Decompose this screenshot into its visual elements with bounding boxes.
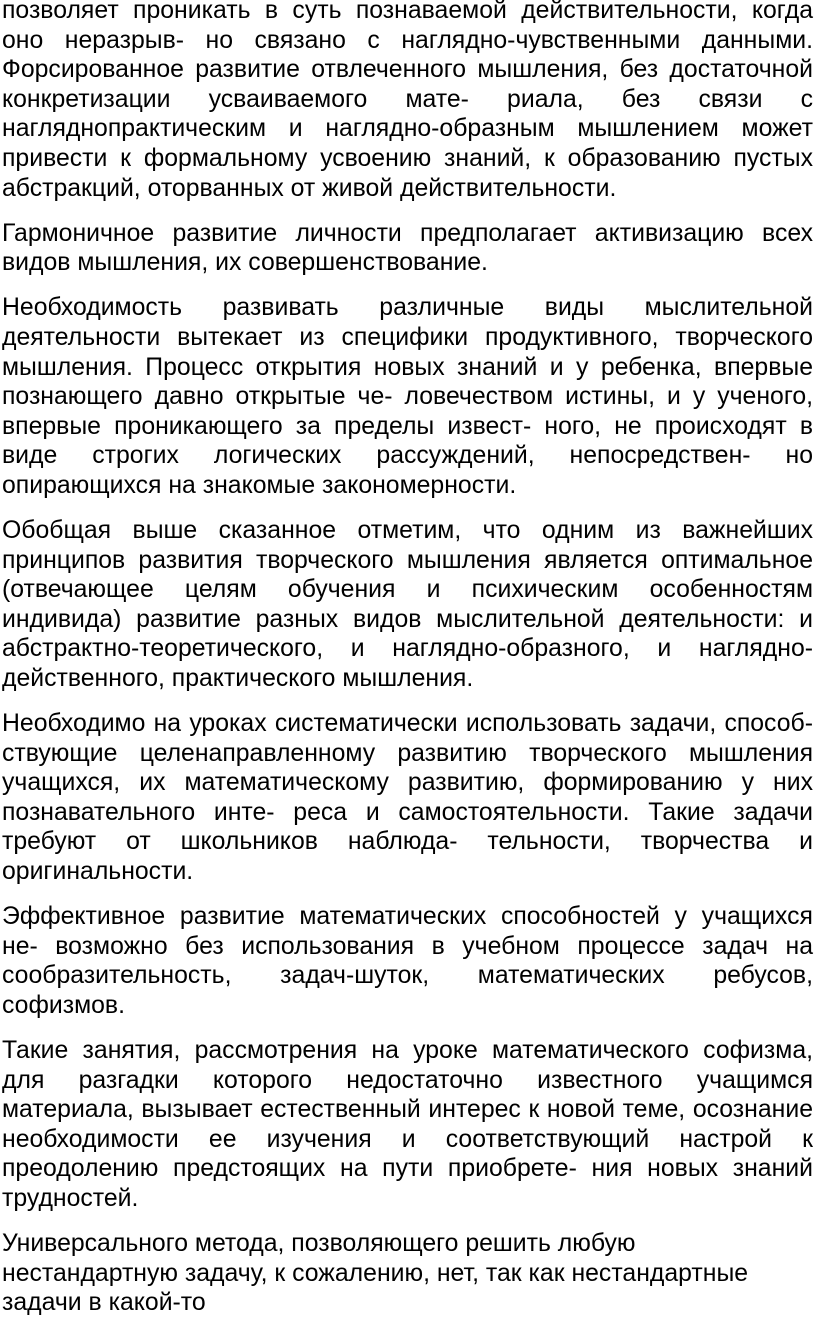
paragraph-3: Необходимость развивать различные виды мыслительной деятельности вытекает из специфики продуктивного, творческого мышления. Процесс открытия новых знаний и у ребенка, впервые познающего давно открытые че- ловечеством истины, и у ученого, впервые проникающего за пределы извест- ного, не происходят в виде строгих логических рассуждений, непосредствен- но опирающихся на знакомые закономерности. — [2, 294, 813, 499]
paragraph-6: Эффективное развитие математических способностей у учащихся не- возможно без использования в учебном процессе задач на сообразительность, задач-шуток, математических ребусов, софизмов. — [2, 903, 813, 1019]
paragraph-4: Обобщая выше сказанное отметим, что одним из важнейших принципов развития творческого мышления является оптимальное (отвечающее целям обучения и психическим особенностям индивида) развитие разных видов мыслительной деятельности: и абстрактно-теоретического, и наглядно-образного, и наглядно-действенного, практического мышления. — [2, 517, 813, 692]
paragraph-2: Гармоничное развитие личности предполагает активизацию всех видов мышления, их совершенствование. — [2, 219, 813, 277]
paragraph-1: позволяет проникать в суть познаваемой действительности, когда оно неразрыв- но связано с наглядно-чувственными данными. Форсированное развитие отвлеченного мышления, без достаточной конкретизации усваиваемого мате- риала, без связи с нагляднопрактическим и наглядно-образным мышлением может привести к формальному усвоению знаний, к образованию пустых абстракций, оторванных от живой действительности. — [2, 0, 813, 202]
paragraph-5: Необходимо на уроках систематически использовать задачи, способ- ствующие целенаправленному развитию творческого мышления учащихся, их математическому развитию, формированию у них познавательного инте- реса и самостоятельности. Такие задачи требуют от школьников наблюда- тельности, творчества и оригинальности. — [2, 710, 813, 886]
paragraph-8: Универсального метода, позволяющего решить любую нестандартную задачу, к сожалению, нет, так как нестандартные задачи в какой-то — [2, 1230, 749, 1317]
paragraph-7: Такие занятия, рассмотрения на уроке математического софизма, для разгадки которого недостаточно известного учащимся материала, вызывает естественный интерес к новой теме, осознание необходимости ее изучения и соответствующий настрой к преодолению предстоящих на пути приобрете- ния новых знаний трудностей. — [2, 1037, 813, 1212]
